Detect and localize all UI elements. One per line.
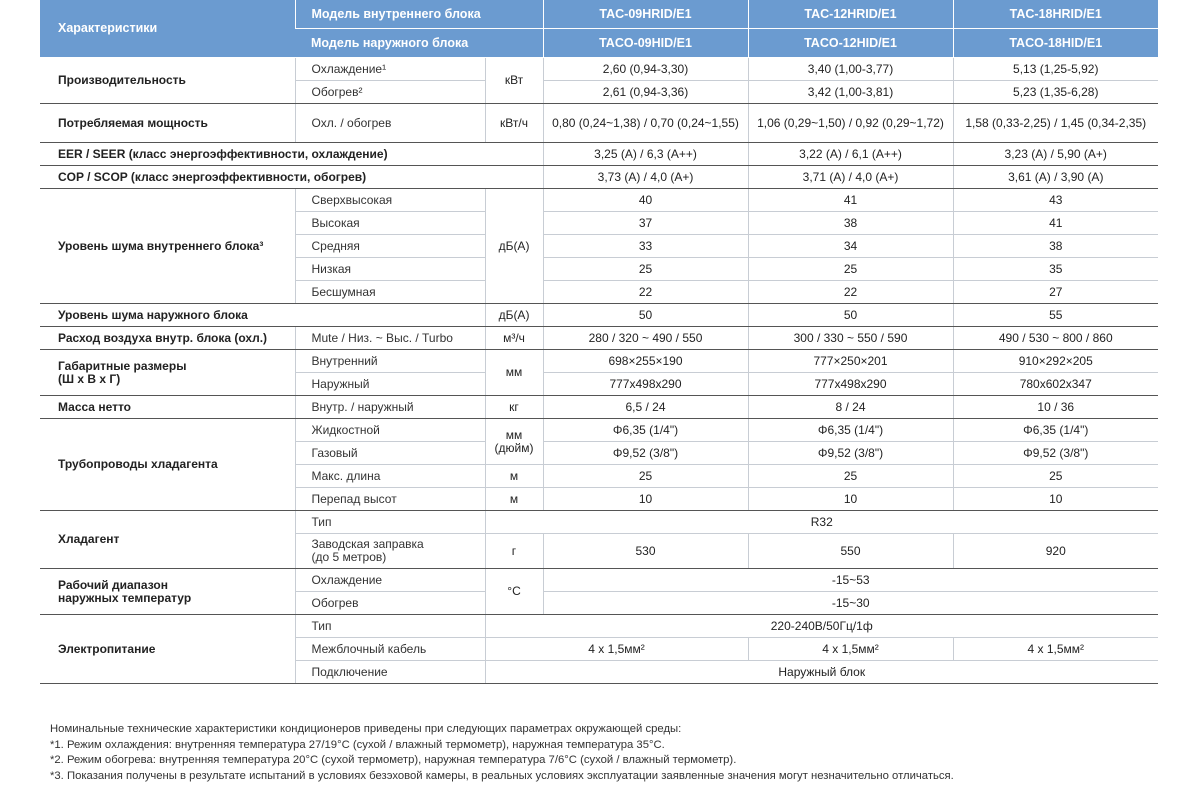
footnote-1: *1. Режим охлаждения: внутренняя температура 27/19°C (сухой / влажный термометр), наружная температура 35°C.: [50, 738, 665, 751]
table-row: [40, 511, 1158, 534]
pipes-label: Трубопроводы хладагента: [40, 419, 295, 511]
power-param: Охл. / обогрев: [295, 104, 485, 143]
table-cell: 5,13 (1,25-5,92): [953, 58, 1158, 81]
indoor-model-1: TAC-09HRID/E1: [543, 0, 748, 29]
table-cell: 10 / 36: [953, 396, 1158, 419]
table-cell: 25: [748, 465, 953, 488]
table-cell: Φ9,52 (3/8"): [543, 442, 748, 465]
table-cell: 1,06 (0,29~1,50) / 0,92 (0,29~1,72): [748, 104, 953, 143]
table-row: [40, 396, 1158, 419]
table-cell: 3,25 (A) / 6,3 (A++): [543, 143, 748, 166]
spec-table-container: [40, 0, 1158, 684]
table-row: [40, 304, 1158, 327]
table-cell: Φ6,35 (1/4"): [748, 419, 953, 442]
power-supply-type-param: Тип: [295, 615, 485, 638]
table-cell: 3,71 (A) / 4,0 (A+): [748, 166, 953, 189]
eer-label: EER / SEER (класс энергоэффективности, охлаждение): [40, 143, 543, 166]
pipes-liquid-param: Жидкостной: [295, 419, 485, 442]
table-row: [40, 615, 1158, 638]
table-cell: 777x498x290: [748, 373, 953, 396]
dims-label-line2: (Ш х В х Г): [58, 371, 121, 386]
table-cell: 4 х 1,5мм²: [485, 638, 748, 661]
airflow-unit: м³/ч: [485, 327, 543, 350]
table-cell: 3,42 (1,00-3,81): [748, 81, 953, 104]
table-cell: 40: [543, 189, 748, 212]
table-cell: 38: [953, 235, 1158, 258]
power-supply-type-value: 220-240В/50Гц/1ф: [485, 615, 1158, 638]
table-cell: 10: [543, 488, 748, 511]
pipes-height-unit: м: [485, 488, 543, 511]
range-heating-param: Обогрев: [295, 592, 485, 615]
table-row: [40, 569, 1158, 592]
indoor-model-3: TAC-18HRID/E1: [953, 0, 1158, 29]
range-cooling-value: -15~53: [543, 569, 1158, 592]
table-header: [40, 0, 1158, 58]
table-cell: 33: [543, 235, 748, 258]
power-label: Потребляемая мощность: [40, 104, 295, 143]
table-row: [40, 419, 1158, 442]
table-cell: 550: [748, 534, 953, 569]
table-cell: 5,23 (1,35-6,28): [953, 81, 1158, 104]
table-cell: 2,60 (0,94-3,30): [543, 58, 748, 81]
footnote-3: *3. Показания получены в результате испытаний в условиях безэховой камеры, в реальных условиях эксплуатации заявленные значения могут незначительно отличаться.: [50, 769, 954, 782]
refrigerant-type-value: R32: [485, 511, 1158, 534]
noise-outdoor-label: Уровень шума наружного блока: [40, 304, 485, 327]
noise-outdoor-unit: дБ(А): [485, 304, 543, 327]
noise-param: Бесшумная: [295, 281, 485, 304]
range-label-line1: Рабочий диапазон: [58, 577, 168, 592]
table-cell: 4 х 1,5мм²: [953, 638, 1158, 661]
table-cell: Φ6,35 (1/4"): [543, 419, 748, 442]
capacity-heating-param: Обогрев²: [295, 81, 485, 104]
power-supply-label: Электропитание: [40, 615, 295, 684]
refrigerant-charge-param: [295, 534, 485, 569]
table-cell: 780x602x347: [953, 373, 1158, 396]
noise-param: Низкая: [295, 258, 485, 281]
table-row: [40, 327, 1158, 350]
noise-indoor-label: Уровень шума внутреннего блока³: [40, 189, 295, 304]
connection-param: Подключение: [295, 661, 485, 684]
dims-label: [40, 350, 295, 396]
table-cell: 4 х 1,5мм²: [748, 638, 953, 661]
table-cell: 3,40 (1,00-3,77): [748, 58, 953, 81]
connection-value: Наружный блок: [485, 661, 1158, 684]
table-cell: 910×292×205: [953, 350, 1158, 373]
dims-indoor-param: Внутренний: [295, 350, 485, 373]
outdoor-model-label: Модель наружного блока: [295, 29, 543, 58]
table-cell: 1,58 (0,33-2,25) / 1,45 (0,34-2,35): [953, 104, 1158, 143]
table-cell: 22: [748, 281, 953, 304]
table-cell: 3,22 (A) / 6,1 (A++): [748, 143, 953, 166]
footnote-intro: Номинальные технические характеристики кондиционеров приведены при следующих параметрах окружающей среды:: [50, 723, 682, 735]
pipes-unit-inch: (дюйм): [494, 440, 534, 455]
airflow-param: Mute / Низ. ~ Выс. / Turbo: [295, 327, 485, 350]
table-cell: 530: [543, 534, 748, 569]
table-cell: 41: [953, 212, 1158, 235]
table-cell: 22: [543, 281, 748, 304]
noise-param: Сверхвысокая: [295, 189, 485, 212]
table-cell: 777×250×201: [748, 350, 953, 373]
range-unit: °C: [485, 569, 543, 615]
table-cell: 3,73 (A) / 4,0 (A+): [543, 166, 748, 189]
airflow-label: Расход воздуха внутр. блока (охл.): [40, 327, 295, 350]
table-row: [40, 350, 1158, 373]
refrigerant-type-param: Тип: [295, 511, 485, 534]
table-cell: 43: [953, 189, 1158, 212]
pipes-gas-param: Газовый: [295, 442, 485, 465]
cable-param: Межблочный кабель: [295, 638, 485, 661]
table-row: [40, 58, 1158, 81]
table-cell: 25: [748, 258, 953, 281]
table-cell: 8 / 24: [748, 396, 953, 419]
table-row: [40, 143, 1158, 166]
table-body: [40, 58, 1158, 684]
dims-label-line1: Габаритные размеры: [58, 358, 187, 373]
pipes-unit: [485, 419, 543, 465]
pipes-maxlen-param: Макс. длина: [295, 465, 485, 488]
table-cell: 34: [748, 235, 953, 258]
table-cell: 27: [953, 281, 1158, 304]
table-cell: Φ9,52 (3/8"): [748, 442, 953, 465]
mass-param: Внутр. / наружный: [295, 396, 485, 419]
table-cell: 280 / 320 ~ 490 / 550: [543, 327, 748, 350]
table-cell: 38: [748, 212, 953, 235]
range-cooling-param: Охлаждение: [295, 569, 485, 592]
table-cell: 0,80 (0,24~1,38) / 0,70 (0,24~1,55): [543, 104, 748, 143]
table-cell: 698×255×190: [543, 350, 748, 373]
capacity-unit: кВт: [485, 58, 543, 104]
table-cell: 10: [953, 488, 1158, 511]
table-cell: 777x498x290: [543, 373, 748, 396]
table-cell: 2,61 (0,94-3,36): [543, 81, 748, 104]
table-cell: 50: [748, 304, 953, 327]
characteristics-header: Характеристики: [40, 0, 295, 58]
capacity-label: Производительность: [40, 58, 295, 104]
table-row: [40, 104, 1158, 143]
table-cell: 50: [543, 304, 748, 327]
table-cell: 920: [953, 534, 1158, 569]
table-cell: 10: [748, 488, 953, 511]
outdoor-model-1: TACO-09HID/E1: [543, 29, 748, 58]
table-cell: 25: [953, 465, 1158, 488]
range-heating-value: -15~30: [543, 592, 1158, 615]
spec-table: [40, 0, 1158, 684]
table-row: [40, 189, 1158, 212]
table-cell: 490 / 530 ~ 800 / 860: [953, 327, 1158, 350]
table-cell: 35: [953, 258, 1158, 281]
indoor-model-2: TAC-12HRID/E1: [748, 0, 953, 29]
table-cell: 25: [543, 258, 748, 281]
table-cell: 25: [543, 465, 748, 488]
table-cell: Φ6,35 (1/4"): [953, 419, 1158, 442]
table-cell: 3,23 (A) / 5,90 (A+): [953, 143, 1158, 166]
table-cell: 55: [953, 304, 1158, 327]
table-cell: 300 / 330 ~ 550 / 590: [748, 327, 953, 350]
power-unit: кВт/ч: [485, 104, 543, 143]
table-cell: 41: [748, 189, 953, 212]
dims-unit: мм: [485, 350, 543, 396]
dims-outdoor-param: Наружный: [295, 373, 485, 396]
footnote-2: *2. Режим обогрева: внутренняя температура 20°C (сухой термометр), наружная температура 7/6°C (сухой / влажный термометр).: [50, 754, 737, 766]
charge-param-line1: Заводская заправка: [311, 537, 424, 551]
table-cell: 3,61 (A) / 3,90 (A): [953, 166, 1158, 189]
charge-param-line2: (до 5 метров): [311, 550, 387, 564]
table-cell: Φ9,52 (3/8"): [953, 442, 1158, 465]
pipes-maxlen-unit: м: [485, 465, 543, 488]
table-cell: 37: [543, 212, 748, 235]
outdoor-model-2: TACO-12HID/E1: [748, 29, 953, 58]
noise-indoor-unit: дБ(А): [485, 189, 543, 304]
indoor-model-label: Модель внутреннего блока: [295, 0, 543, 29]
range-label: [40, 569, 295, 615]
refrigerant-label: Хладагент: [40, 511, 295, 569]
mass-unit: кг: [485, 396, 543, 419]
cop-label: COP / SCOP (класс энергоэффективности, обогрев): [40, 166, 543, 189]
noise-param: Средняя: [295, 235, 485, 258]
pipes-unit-mm: мм: [505, 427, 523, 442]
refrigerant-unit: г: [485, 534, 543, 569]
capacity-cooling-param: Охлаждение¹: [295, 58, 485, 81]
pipes-height-param: Перепад высот: [295, 488, 485, 511]
noise-param: Высокая: [295, 212, 485, 235]
footnotes: [50, 722, 954, 784]
table-row: [40, 166, 1158, 189]
range-label-line2: наружных температур: [58, 590, 192, 605]
outdoor-model-3: TACO-18HID/E1: [953, 29, 1158, 58]
table-cell: 6,5 / 24: [543, 396, 748, 419]
mass-label: Масса нетто: [40, 396, 295, 419]
